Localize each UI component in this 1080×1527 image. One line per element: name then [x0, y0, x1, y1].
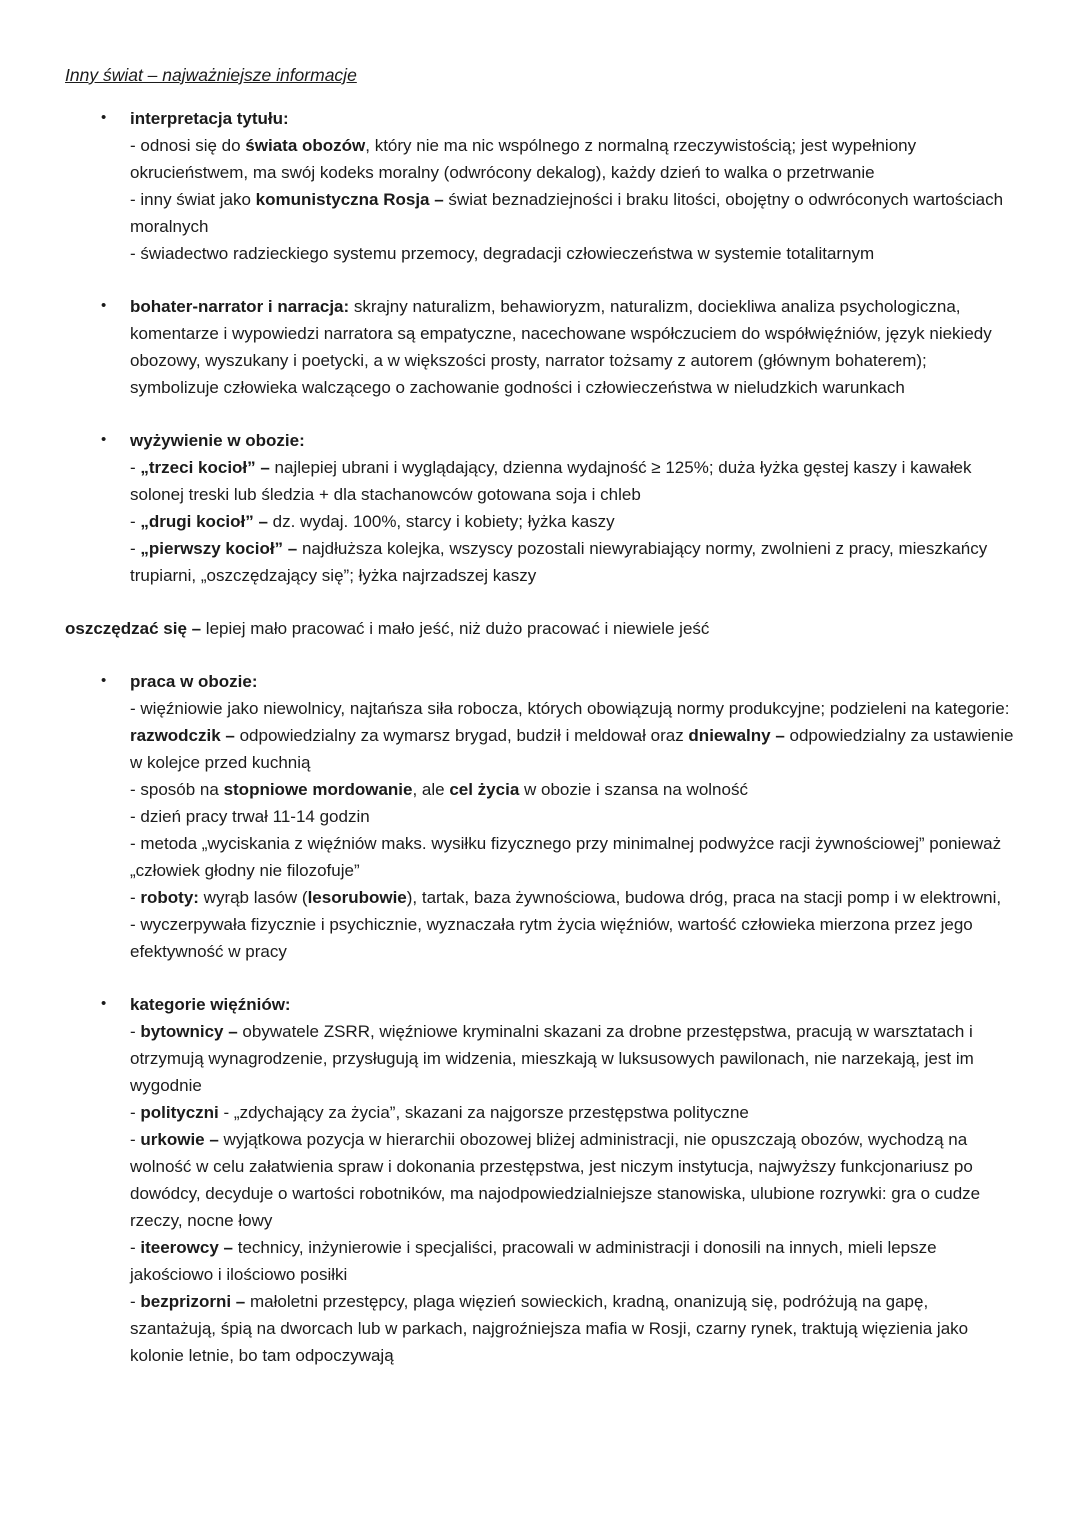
bullet-item: [130, 240, 1015, 267]
bullet-heading: [130, 668, 1015, 695]
text-run: -: [130, 458, 141, 477]
bullet-marker-icon: •: [101, 297, 107, 314]
bullet-marker-icon: •: [101, 672, 107, 689]
bold-text-run: dniewalny –: [688, 726, 785, 745]
text-run: - metoda „wyciskania z więźniów maks. wysiłku fizycznego przy minimalnej podwyżce racji żywnościowej” ponieważ „człowiek głodny nie filozofuje”: [130, 834, 1002, 880]
text-run: - dzień pracy trwał 11-14 godzin: [130, 807, 370, 826]
bullet-item: [130, 830, 1015, 884]
bold-text-run: polityczni: [140, 1103, 219, 1122]
bold-text-run: iteerowcy –: [140, 1238, 233, 1257]
bullet-section: [65, 991, 1015, 1369]
bullet-marker-icon: •: [101, 431, 107, 448]
bullet-item: [130, 132, 1015, 186]
bold-text-run: praca w obozie:: [130, 672, 258, 691]
bullet-heading: [130, 427, 1015, 454]
document-content: [65, 105, 1015, 1369]
text-run: - „zdychający za życia”, skazani za najgorsze przestępstwa polityczne: [218, 1103, 749, 1122]
bold-text-run: razwodczik –: [130, 726, 235, 745]
bullet-section: [65, 105, 1015, 267]
text-run: -: [130, 1238, 141, 1257]
bullet-marker-icon: •: [101, 995, 107, 1012]
bullet-heading: [130, 105, 1015, 132]
text-run: odpowiedzialny za wymarsz brygad, budził i meldował oraz: [234, 726, 689, 745]
bullet-item: [130, 454, 1015, 508]
text-run: -: [130, 1103, 141, 1122]
bullet-item: [130, 776, 1015, 803]
text-run: -: [130, 1022, 141, 1041]
bold-text-run: „trzeci kocioł” –: [140, 458, 270, 477]
bullet-item: [130, 803, 1015, 830]
bullet-section: [65, 427, 1015, 589]
bold-text-run: bytownicy –: [140, 1022, 238, 1041]
text-run: - świadectwo radzieckiego systemu przemocy, degradacji człowieczeństwa w systemie totalitarnym: [130, 244, 875, 263]
text-run: najlepiej ubrani i wyglądający, dzienna wydajność ≥ 125%; duża łyżka gęstej kaszy i kawałek solonej treski lub śledzia + dla stachanowców gotowana soja i chleb: [130, 458, 972, 504]
bullet-item: [130, 508, 1015, 535]
bullet-section: [65, 293, 1015, 401]
text-run: technicy, inżynierowie i specjaliści, pracowali w administracji i donosili na innych, mieli lepsze jakościowo i ilościowo posiłki: [130, 1238, 937, 1284]
text-run: -: [130, 1130, 141, 1149]
document-title: Inny świat – najważniejsze informacje: [65, 65, 357, 85]
text-run: -: [130, 539, 141, 558]
text-run: - odnosi się do: [130, 136, 246, 155]
bullet-item: [130, 1234, 1015, 1288]
bullet-item: [130, 186, 1015, 240]
text-run: wyrąb lasów (: [198, 888, 308, 907]
text-run: skrajny naturalizm, behawioryzm, naturalizm, dociekliwa analiza psychologiczna, komentarze i wypowiedzi narratora są empatyczne, nacechowane współczuciem do współwięźniów, język niekiedy obozowy, wyszukany i poetycki, a w większości prosty, narrator tożsamy z autorem (głównym bohaterem); symbolizuje człowieka walczącego o zachowanie godności i człowieczeństwa w nieludzkich warunkach: [130, 297, 992, 397]
text-run: świat beznadziejności i braku litości, obojętny o odwróconych wartościach moralnych: [130, 190, 1004, 236]
text-run: - inny świat jako: [130, 190, 256, 209]
bold-text-run: lesorubowie: [307, 888, 407, 907]
bold-text-run: wyżywienie w obozie:: [130, 431, 305, 450]
text-run: -: [130, 1292, 141, 1311]
text-run: - wyczerpywała fizycznie i psychicznie, wyznaczała rytm życia więźniów, wartość człowieka mierzona przez jego efektywność w pracy: [130, 915, 973, 961]
bullet-item: [130, 535, 1015, 589]
text-run: dz. wydaj. 100%, starcy i kobiety; łyżka kaszy: [267, 512, 615, 531]
text-run: ), tartak, baza żywnościowa, budowa dróg, praca na stacji pomp i w elektrowni,: [406, 888, 1002, 907]
text-run: w obozie i szansa na wolność: [519, 780, 748, 799]
text-run: - więźniowie jako niewolnicy, najtańsza siła robocza, których obowiązują normy produkcyjne; podzieleni na kategorie:: [130, 699, 1010, 718]
bullet-item: [130, 911, 1015, 965]
bullet-item: [130, 1099, 1015, 1126]
bullet-item: [130, 1126, 1015, 1234]
text-run: -: [130, 888, 141, 907]
bold-text-run: świata obozów: [245, 136, 366, 155]
text-run: -: [130, 512, 141, 531]
bold-text-run: oszczędzać się –: [65, 619, 202, 638]
bullet-item: [130, 884, 1015, 911]
bullet-marker-icon: •: [101, 109, 107, 126]
bold-text-run: cel życia: [449, 780, 520, 799]
bold-text-run: roboty:: [140, 888, 199, 907]
paragraph-text: [65, 615, 1015, 642]
bold-text-run: urkowie –: [140, 1130, 219, 1149]
text-run: , który nie ma nic wspólnego z normalną rzeczywistością; jest wypełniony okrucieństwem, ma swój kodeks moralny (odwrócony dekalog), każdy dzień to walka o przetrwanie: [130, 136, 917, 182]
bold-text-run: kategorie więźniów:: [130, 995, 291, 1014]
bullet-item: [130, 1288, 1015, 1369]
text-run: najdłuższa kolejka, wszyscy pozostali niewyrabiający normy, zwolnieni z pracy, mieszkańcy trupiarni, „oszczędzający się”; łyżka najrzadszej kaszy: [130, 539, 988, 585]
text-run: małoletni przestępcy, plaga więzień sowieckich, kradną, onanizują się, podróżują na gapę, szantażują, śpią na dworcach lub w parkach, najgroźniejsza mafia w Rosji, czarny rynek, traktują więzienia jako kolonie letnie, bo tam odpoczywają: [130, 1292, 969, 1365]
bold-text-run: stopniowe mordowanie: [223, 780, 413, 799]
text-run: odpowiedzialny za ustawienie w kolejce przed kuchnią: [130, 726, 1014, 772]
bold-text-run: interpretacja tytułu:: [130, 109, 289, 128]
bullet-heading: [130, 293, 1015, 401]
bold-text-run: „drugi kocioł” –: [140, 512, 268, 531]
text-run: - sposób na: [130, 780, 224, 799]
bold-text-run: „pierwszy kocioł” –: [140, 539, 298, 558]
bullet-item: [130, 1018, 1015, 1099]
bold-text-run: bezprizorni –: [140, 1292, 246, 1311]
bullet-section: [65, 668, 1015, 965]
bold-text-run: komunistyczna Rosja –: [255, 190, 444, 209]
bold-text-run: bohater-narrator i narracja:: [130, 297, 350, 316]
text-run: , ale: [412, 780, 450, 799]
text-run: lepiej mało pracować i mało jeść, niż dużo pracować i niewiele jeść: [201, 619, 710, 638]
text-run: wyjątkowa pozycja w hierarchii obozowej bliżej administracji, nie opuszczają obozów, wychodzą na wolność w celu załatwienia spraw i dokonania przestępstwa, jest niczym instytucja, najwyższy funkcjonariusz po dowódcy, decyduje o wartości robotników, ma najodpowiedzialniejsze stanowiska, ulubione rozrywki: gra o cudze rzeczy, nocne łowy: [130, 1130, 981, 1230]
bullet-heading: [130, 991, 1015, 1018]
text-run: obywatele ZSRR, więźniowe kryminalni skazani za drobne przestępstwa, pracują w warsztatach i otrzymują wynagrodzenie, przysługują im widzenia, mieszkają w luksusowych pawilonach, nie narzekają, jest im wygodnie: [130, 1022, 974, 1095]
paragraph: [65, 615, 1015, 642]
bullet-item: [130, 695, 1015, 776]
